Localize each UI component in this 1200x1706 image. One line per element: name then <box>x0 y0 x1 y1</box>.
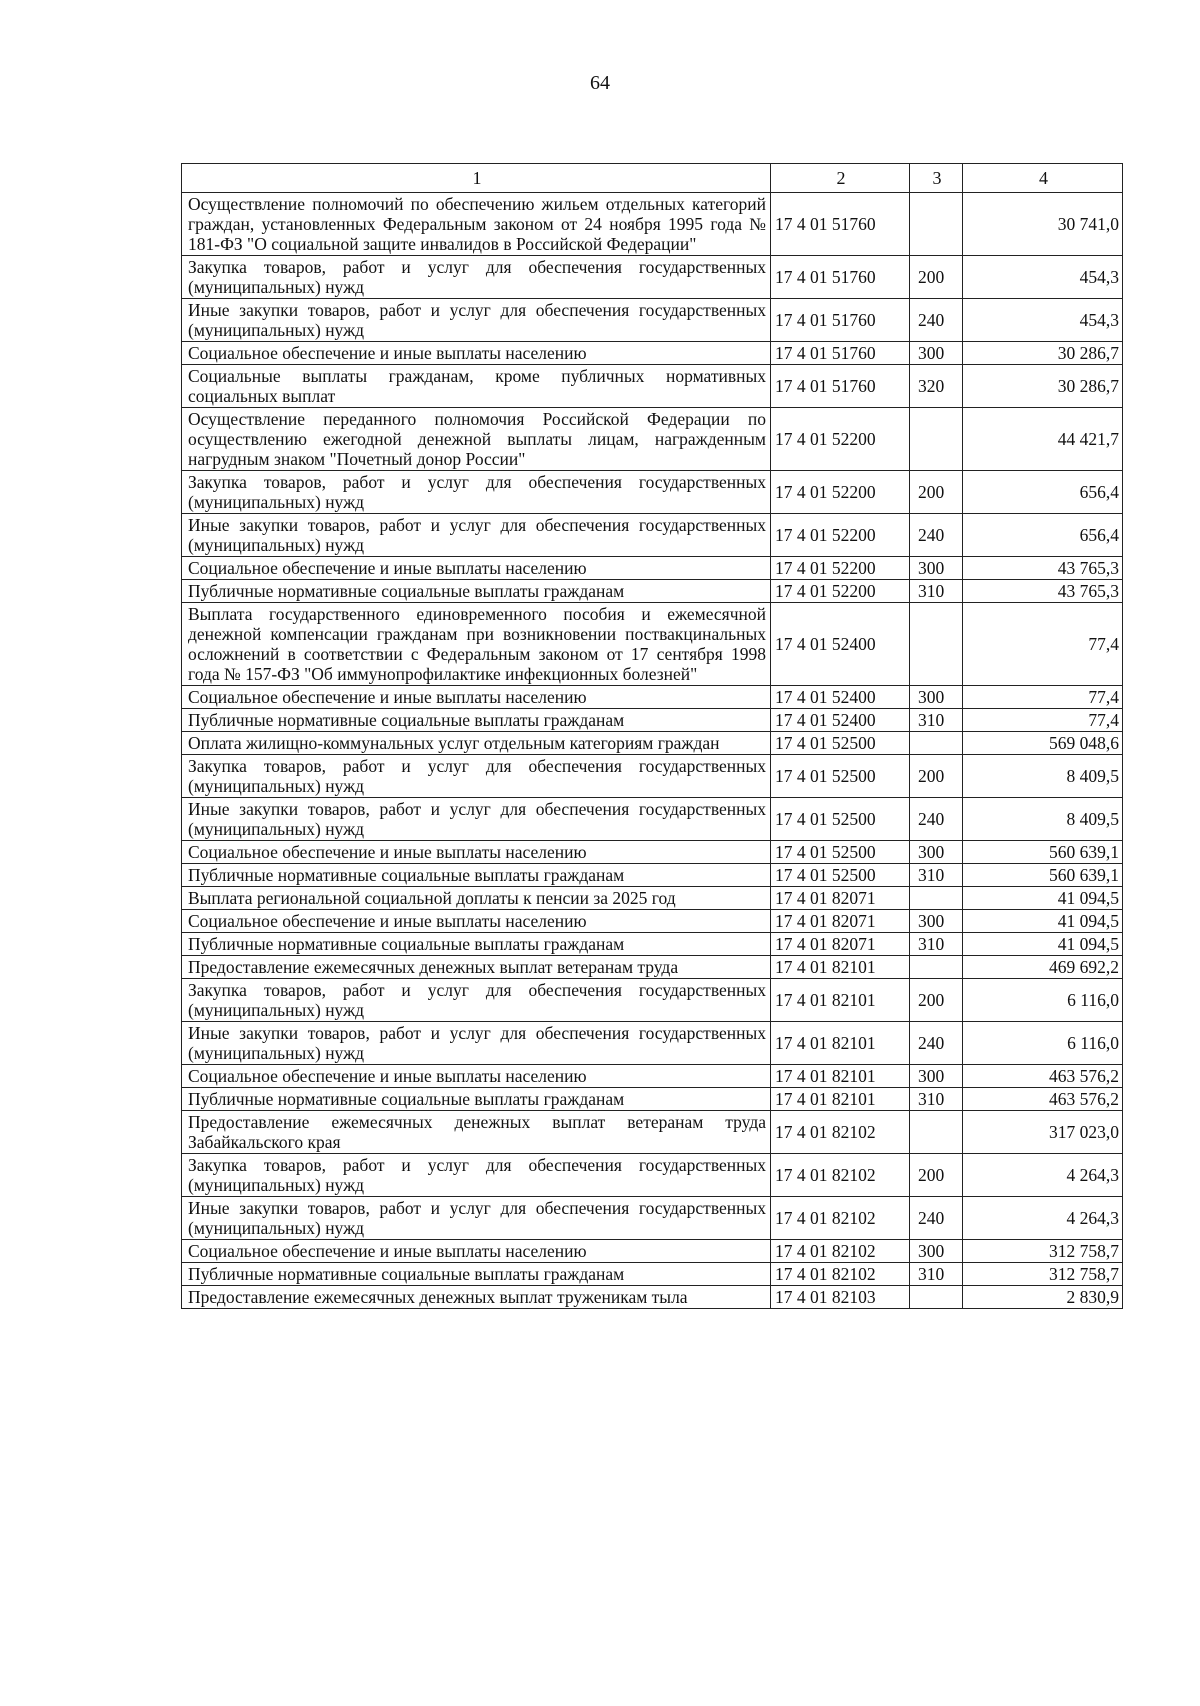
cell-name: Иные закупки товаров, работ и услуг для обеспечения государственных (муниципальных) нужд <box>182 1197 771 1240</box>
cell-code: 17 4 01 52500 <box>771 864 910 887</box>
cell-amount: 44 421,7 <box>963 408 1123 471</box>
cell-code: 17 4 01 82101 <box>771 1065 910 1088</box>
cell-name: Закупка товаров, работ и услуг для обеспечения государственных (муниципальных) нужд <box>182 471 771 514</box>
cell-code: 17 4 01 52200 <box>771 514 910 557</box>
cell-name: Социальное обеспечение и иные выплаты населению <box>182 841 771 864</box>
cell-name: Осуществление полномочий по обеспечению жильем отдельных категорий граждан, установленных Федеральным законом от 24 ноября 1995 года № 181-ФЗ "О социальной защите инвалидов в Российской Федерации" <box>182 193 771 256</box>
cell-name: Осуществление переданного полномочия Российской Федерации по осуществлению ежегодной денежной выплаты лицам, награжденным нагрудным знаком "Почетный донор России" <box>182 408 771 471</box>
table-row <box>182 956 1123 979</box>
cell-type: 300 <box>910 342 963 365</box>
table-row <box>182 686 1123 709</box>
cell-name: Предоставление ежемесячных денежных выплат ветеранам труда Забайкальского края <box>182 1111 771 1154</box>
cell-code: 17 4 01 52200 <box>771 557 910 580</box>
cell-amount: 463 576,2 <box>963 1065 1123 1088</box>
cell-name: Социальное обеспечение и иные выплаты населению <box>182 342 771 365</box>
cell-amount: 312 758,7 <box>963 1240 1123 1263</box>
table-row <box>182 979 1123 1022</box>
cell-type: 310 <box>910 709 963 732</box>
cell-code: 17 4 01 52200 <box>771 408 910 471</box>
table-row <box>182 1240 1123 1263</box>
cell-code: 17 4 01 82071 <box>771 910 910 933</box>
cell-name: Публичные нормативные социальные выплаты гражданам <box>182 933 771 956</box>
page-number: 64 <box>590 72 610 94</box>
cell-amount: 454,3 <box>963 256 1123 299</box>
table-row <box>182 1197 1123 1240</box>
cell-type <box>910 887 963 910</box>
cell-amount: 4 264,3 <box>963 1197 1123 1240</box>
cell-name: Публичные нормативные социальные выплаты гражданам <box>182 1088 771 1111</box>
cell-type: 320 <box>910 365 963 408</box>
table-row <box>182 514 1123 557</box>
cell-amount: 41 094,5 <box>963 910 1123 933</box>
cell-type: 200 <box>910 471 963 514</box>
cell-code: 17 4 01 51760 <box>771 342 910 365</box>
cell-name: Публичные нормативные социальные выплаты гражданам <box>182 1263 771 1286</box>
cell-code: 17 4 01 82102 <box>771 1111 910 1154</box>
table-row <box>182 755 1123 798</box>
table-row <box>182 408 1123 471</box>
cell-type <box>910 603 963 686</box>
cell-code: 17 4 01 82102 <box>771 1240 910 1263</box>
cell-type: 310 <box>910 580 963 603</box>
cell-amount: 560 639,1 <box>963 864 1123 887</box>
table-row <box>182 1263 1123 1286</box>
cell-name: Публичные нормативные социальные выплаты гражданам <box>182 580 771 603</box>
cell-name: Публичные нормативные социальные выплаты гражданам <box>182 709 771 732</box>
cell-code: 17 4 01 82071 <box>771 887 910 910</box>
cell-type: 300 <box>910 841 963 864</box>
table-row <box>182 1111 1123 1154</box>
cell-name: Иные закупки товаров, работ и услуг для обеспечения государственных (муниципальных) нужд <box>182 514 771 557</box>
cell-amount: 4 264,3 <box>963 1154 1123 1197</box>
header-cell-type: 3 <box>910 164 963 193</box>
cell-type: 240 <box>910 1022 963 1065</box>
cell-name: Предоставление ежемесячных денежных выплат ветеранам труда <box>182 956 771 979</box>
cell-code: 17 4 01 82102 <box>771 1154 910 1197</box>
cell-type: 240 <box>910 798 963 841</box>
cell-type: 310 <box>910 1263 963 1286</box>
cell-type: 240 <box>910 299 963 342</box>
budget-table <box>181 163 1123 1309</box>
table-row <box>182 1088 1123 1111</box>
cell-type: 200 <box>910 979 963 1022</box>
table-body <box>182 193 1123 1309</box>
cell-type: 300 <box>910 1065 963 1088</box>
table-row <box>182 732 1123 755</box>
cell-code: 17 4 01 82101 <box>771 1022 910 1065</box>
cell-name: Иные закупки товаров, работ и услуг для обеспечения государственных (муниципальных) нужд <box>182 1022 771 1065</box>
cell-amount: 77,4 <box>963 709 1123 732</box>
cell-code: 17 4 01 82102 <box>771 1263 910 1286</box>
cell-amount: 77,4 <box>963 686 1123 709</box>
cell-type <box>910 193 963 256</box>
cell-type: 240 <box>910 514 963 557</box>
table-row <box>182 1022 1123 1065</box>
cell-name: Закупка товаров, работ и услуг для обеспечения государственных (муниципальных) нужд <box>182 979 771 1022</box>
cell-amount: 30 286,7 <box>963 342 1123 365</box>
table-row <box>182 365 1123 408</box>
cell-name: Закупка товаров, работ и услуг для обеспечения государственных (муниципальных) нужд <box>182 755 771 798</box>
cell-type: 300 <box>910 910 963 933</box>
cell-type <box>910 956 963 979</box>
table-row <box>182 603 1123 686</box>
cell-name: Социальное обеспечение и иные выплаты населению <box>182 910 771 933</box>
table-row <box>182 256 1123 299</box>
cell-amount: 41 094,5 <box>963 933 1123 956</box>
cell-code: 17 4 01 82103 <box>771 1286 910 1309</box>
cell-type: 200 <box>910 256 963 299</box>
cell-code: 17 4 01 51760 <box>771 365 910 408</box>
table-row <box>182 887 1123 910</box>
table-row <box>182 1286 1123 1309</box>
cell-code: 17 4 01 52500 <box>771 798 910 841</box>
table-row <box>182 342 1123 365</box>
cell-type: 310 <box>910 1088 963 1111</box>
cell-name: Социальное обеспечение и иные выплаты населению <box>182 686 771 709</box>
cell-code: 17 4 01 52400 <box>771 686 910 709</box>
cell-amount: 77,4 <box>963 603 1123 686</box>
cell-amount: 569 048,6 <box>963 732 1123 755</box>
cell-name: Выплата региональной социальной доплаты к пенсии за 2025 год <box>182 887 771 910</box>
cell-code: 17 4 01 82101 <box>771 956 910 979</box>
cell-amount: 8 409,5 <box>963 755 1123 798</box>
table-row <box>182 864 1123 887</box>
cell-amount: 6 116,0 <box>963 979 1123 1022</box>
cell-type <box>910 732 963 755</box>
cell-amount: 317 023,0 <box>963 1111 1123 1154</box>
cell-name: Выплата государственного единовременного пособия и ежемесячной денежной компенсации гражданам при возникновении поствакцинальных осложнений в соответствии с Федеральным законом от 17 сентября 1998 года № 157-ФЗ "Об иммунопрофилактике инфекционных болезней" <box>182 603 771 686</box>
cell-code: 17 4 01 51760 <box>771 256 910 299</box>
cell-amount: 30 741,0 <box>963 193 1123 256</box>
table-row <box>182 1065 1123 1088</box>
cell-code: 17 4 01 52500 <box>771 841 910 864</box>
cell-code: 17 4 01 82102 <box>771 1197 910 1240</box>
table-row <box>182 580 1123 603</box>
cell-code: 17 4 01 52400 <box>771 603 910 686</box>
cell-code: 17 4 01 82101 <box>771 979 910 1022</box>
cell-code: 17 4 01 82101 <box>771 1088 910 1111</box>
cell-code: 17 4 01 51760 <box>771 193 910 256</box>
cell-type: 240 <box>910 1197 963 1240</box>
cell-type <box>910 408 963 471</box>
cell-name: Публичные нормативные социальные выплаты гражданам <box>182 864 771 887</box>
cell-type <box>910 1111 963 1154</box>
table-row <box>182 709 1123 732</box>
cell-amount: 43 765,3 <box>963 557 1123 580</box>
cell-name: Социальное обеспечение и иные выплаты населению <box>182 1065 771 1088</box>
cell-code: 17 4 01 52400 <box>771 709 910 732</box>
cell-type: 300 <box>910 557 963 580</box>
table-row <box>182 557 1123 580</box>
table-row <box>182 910 1123 933</box>
cell-name: Социальное обеспечение и иные выплаты населению <box>182 557 771 580</box>
cell-name: Иные закупки товаров, работ и услуг для обеспечения государственных (муниципальных) нужд <box>182 299 771 342</box>
header-cell-code: 2 <box>771 164 910 193</box>
cell-type: 300 <box>910 686 963 709</box>
cell-amount: 656,4 <box>963 471 1123 514</box>
cell-name: Закупка товаров, работ и услуг для обеспечения государственных (муниципальных) нужд <box>182 256 771 299</box>
cell-code: 17 4 01 52500 <box>771 755 910 798</box>
cell-name: Оплата жилищно-коммунальных услуг отдельным категориям граждан <box>182 732 771 755</box>
cell-amount: 43 765,3 <box>963 580 1123 603</box>
cell-amount: 312 758,7 <box>963 1263 1123 1286</box>
cell-type: 200 <box>910 755 963 798</box>
table-row <box>182 841 1123 864</box>
cell-code: 17 4 01 52200 <box>771 580 910 603</box>
header-cell-amount: 4 <box>963 164 1123 193</box>
cell-code: 17 4 01 51760 <box>771 299 910 342</box>
cell-amount: 6 116,0 <box>963 1022 1123 1065</box>
cell-code: 17 4 01 52500 <box>771 732 910 755</box>
table-row <box>182 1154 1123 1197</box>
table-row <box>182 193 1123 256</box>
cell-amount: 560 639,1 <box>963 841 1123 864</box>
header-cell-name: 1 <box>182 164 771 193</box>
cell-amount: 656,4 <box>963 514 1123 557</box>
cell-amount: 41 094,5 <box>963 887 1123 910</box>
cell-name: Закупка товаров, работ и услуг для обеспечения государственных (муниципальных) нужд <box>182 1154 771 1197</box>
cell-name: Социальное обеспечение и иные выплаты населению <box>182 1240 771 1263</box>
cell-amount: 469 692,2 <box>963 956 1123 979</box>
cell-type: 300 <box>910 1240 963 1263</box>
cell-type: 310 <box>910 864 963 887</box>
cell-name: Социальные выплаты гражданам, кроме публичных нормативных социальных выплат <box>182 365 771 408</box>
cell-name: Предоставление ежемесячных денежных выплат труженикам тыла <box>182 1286 771 1309</box>
table-row <box>182 299 1123 342</box>
cell-type: 310 <box>910 933 963 956</box>
cell-name: Иные закупки товаров, работ и услуг для обеспечения государственных (муниципальных) нужд <box>182 798 771 841</box>
cell-code: 17 4 01 82071 <box>771 933 910 956</box>
cell-amount: 454,3 <box>963 299 1123 342</box>
cell-amount: 463 576,2 <box>963 1088 1123 1111</box>
cell-amount: 30 286,7 <box>963 365 1123 408</box>
cell-code: 17 4 01 52200 <box>771 471 910 514</box>
table-row <box>182 798 1123 841</box>
table-row <box>182 933 1123 956</box>
cell-amount: 2 830,9 <box>963 1286 1123 1309</box>
table-header-row <box>182 164 1123 193</box>
table-row <box>182 471 1123 514</box>
cell-type <box>910 1286 963 1309</box>
cell-type: 200 <box>910 1154 963 1197</box>
cell-amount: 8 409,5 <box>963 798 1123 841</box>
